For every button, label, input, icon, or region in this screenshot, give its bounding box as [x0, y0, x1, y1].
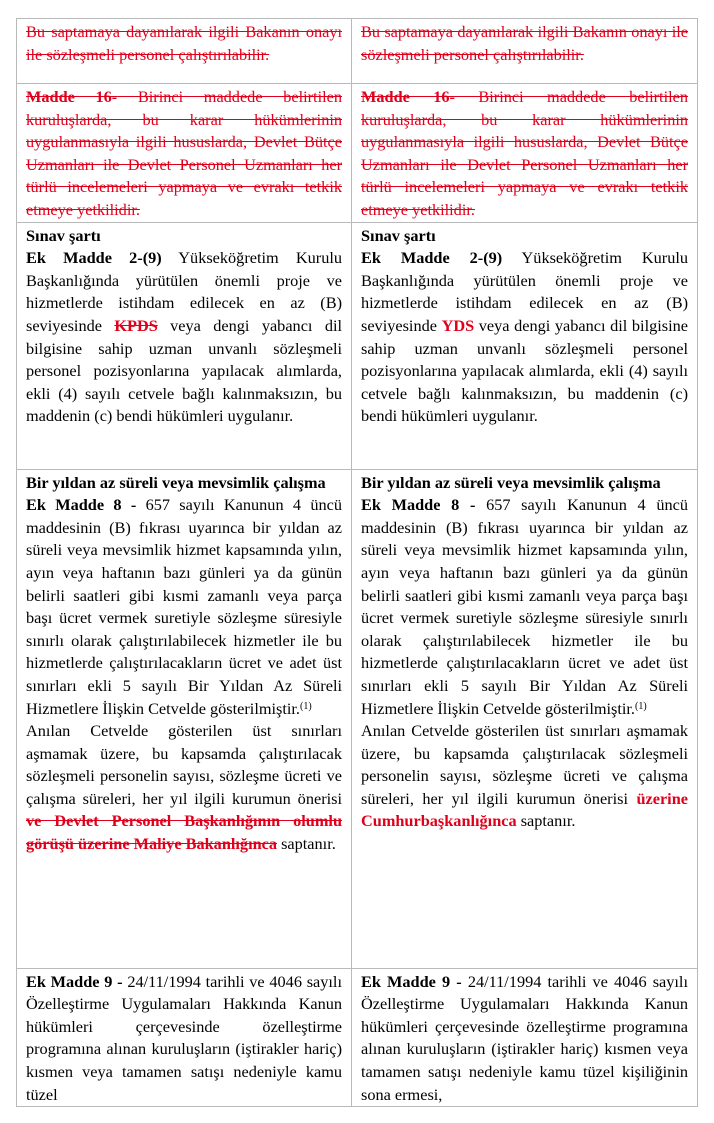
body-text: Anılan Cetvelde gösterilen üst sınırları aşmamak üzere, bu kapsamda çalıştırılacak sözleşmeli personelin sayısı, sözleşme ücreti ve çalışma süreleri, her yıl ilgili kurumun önerisi [26, 721, 342, 808]
inserted-text: üzerine Cumhurbaşkanlığınca [361, 788, 688, 831]
article-number: Ek Madde 9 - [26, 971, 123, 991]
section-heading: Bir yıldan az süreli veya mevsimlik çalışma [361, 472, 661, 492]
deleted-text: Bu saptamaya dayanılarak ilgili Bakanın onayı ile sözleşmeli personel çalıştırılabilir. [26, 22, 342, 64]
body-text: saptanır. [516, 811, 576, 831]
section-heading: Sınav şartı [26, 225, 101, 245]
old-text-cell [17, 222, 352, 469]
table-row [17, 19, 698, 84]
article-number: Ek Madde 9 - [361, 971, 462, 991]
table-row [17, 222, 698, 469]
body-text: Yükseköğretim Kurulu Başkanlığında yürütülen önemli proje ve hizmetlerde istihdam edilecek en az (B) seviyesinde [361, 248, 688, 335]
deleted-text: Birinci maddede belirtilen kuruluşlarda, bu karar hükümlerinin uygulanmasıyla ilgili hususlarda, Devlet Bütçe Uzmanları ile Devlet Personel Uzmanları her türlü incelemeleri yapmaya ve evrakı tetkik etmeye yetkilidir. [361, 87, 688, 219]
deleted-text: Birinci maddede belirtilen kuruluşlarda, bu karar hükümlerinin uygulanmasıyla ilgili hususlarda, Devlet Bütçe Uzmanları ile Devlet Personel Uzmanları her türlü incelemeleri yapmaya ve evrakı tetkik etmeye yetkilidir. [26, 87, 342, 219]
new-text-cell [352, 84, 698, 223]
deleted-text: ve Devlet Personel Başkanlığının olumlu görüşü üzerine Maliye Bakanlığınca [26, 811, 342, 854]
comparison-table [16, 18, 698, 1107]
body-text: Yükseköğretim Kurulu Başkanlığında yürütülen önemli proje ve hizmetlerde istihdam edilecek en az (B) seviyesinde [26, 248, 342, 335]
article-number: Ek Madde 8 - [361, 495, 476, 515]
deleted-article-heading: Madde 16- [26, 87, 118, 106]
table-row [17, 968, 698, 1107]
deleted-text: Bu saptamaya dayanılarak ilgili Bakanın onayı ile sözleşmeli personel çalıştırılabilir. [361, 22, 688, 64]
new-text-cell [352, 222, 698, 469]
body-text: 657 sayılı Kanunun 4 üncü maddesinin (B) fıkrası uyarınca bir yıldan az süreli veya mevsimlik hizmet kapsamında yılın, ayın veya haftanın bazı günleri ya da günün belirli saatleri gibi kısmi zamanlı veya parça başı ücret vermek suretiyle sözleşme süresiyle sınırlı olarak çalıştırılabilecek hizmetler ile bu hizmetlerde çalıştırılacakların ücret ve adet üst sınırları ekli 5 sayılı Bir Yıldan Az Süreli Hizmetlere İlişkin Cetvelde gösterilmiştir. [26, 495, 342, 718]
old-text-cell [17, 19, 352, 84]
deleted-article-heading: Madde 16- [361, 87, 455, 106]
footnote-marker: (1) [635, 700, 647, 712]
new-text-cell [352, 469, 698, 968]
body-text: saptanır. [277, 834, 336, 854]
article-number: Ek Madde 8 - [26, 495, 137, 515]
body-text: veya dengi yabancı dil bilgisine sahip uzman unvanlı sözleşmeli personel pozisyonlarına yapılacak alımlarda, ekli (4) sayılı cetvele bağlı kalınmaksızın, bu maddenin (c) bendi hükümleri uygulanır. [26, 315, 343, 426]
table-row [17, 469, 698, 968]
inserted-text: YDS [441, 315, 475, 335]
body-text: 24/11/1994 tarihli ve 4046 sayılı Özelleştirme Uygulamaları Hakkında Kanun hükümleri çerçevesinde özelleştirme programına alınan kuruluşların (iştirakler hariç) kısmen veya tamamen satışı nedeniyle kamu tüzel kişiliğinin sona ermesi, [361, 971, 688, 1104]
new-text-cell [352, 968, 698, 1107]
table-row [17, 84, 698, 223]
old-text-cell [17, 968, 352, 1107]
body-text: Anılan Cetvelde gösterilen üst sınırları aşmamak üzere, bu kapsamda çalıştırılacak sözleşmeli personelin sayısı, sözleşme ücreti ve çalışma süreleri, her yıl ilgili kurumun önerisi [361, 721, 688, 808]
new-text-cell [352, 19, 698, 84]
old-text-cell [17, 84, 352, 223]
body-text: veya dengi yabancı dil bilgisine sahip uzman unvanlı sözleşmeli personel pozisyonlarına yapılacak alımlarda, ekli (4) sayılı cetvele bağlı kalınmaksızın, bu maddenin (c) bendi hükümleri uygulanır. [361, 315, 688, 426]
old-text-cell [17, 469, 352, 968]
footnote-marker: (1) [300, 700, 312, 712]
article-number: Ek Madde 2-(9) [361, 248, 503, 268]
section-heading: Bir yıldan az süreli veya mevsimlik çalışma [26, 472, 326, 492]
deleted-text: KPDS [114, 315, 158, 335]
section-heading: Sınav şartı [361, 225, 436, 245]
body-text: 657 sayılı Kanunun 4 üncü maddesinin (B) fıkrası uyarınca bir yıldan az süreli veya mevsimlik hizmet kapsamında yılın, ayın veya haftanın bazı günleri ya da günün belirli saatleri gibi kısmi zamanlı veya parça başı ücret vermek suretiyle sözleşme süresiyle sınırlı olarak çalıştırılabilecek hizmetler ile bu hizmetlerde çalıştırılacakların ücret ve adet üst sınırları ekli 5 sayılı Bir Yıldan Az Süreli Hizmetlere İlişkin Cetvelde gösterilmiştir. [361, 495, 688, 718]
body-text: 24/11/1994 tarihli ve 4046 sayılı Özelleştirme Uygulamaları Hakkında Kanun hükümleri çerçevesinde özelleştirme programına alınan kuruluşların (iştirakler hariç) kısmen veya tamamen satışı nedeniyle kamu tüzel [26, 971, 342, 1104]
article-number: Ek Madde 2-(9) [26, 248, 162, 268]
